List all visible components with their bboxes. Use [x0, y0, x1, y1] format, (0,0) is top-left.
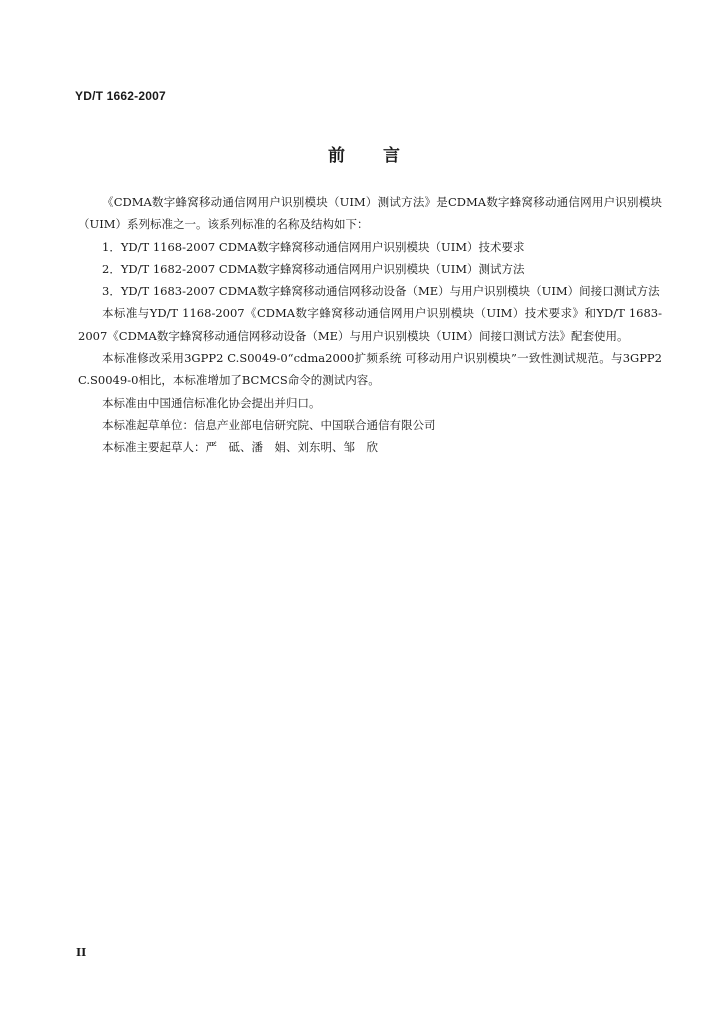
list-item-3: 3．YD/T 1683-2007 CDMA数字蜂窝移动通信网移动设备（ME）与用户识别模块（UIM）间接口测试方法	[102, 284, 660, 299]
document-code: YD/T 1662-2007	[75, 89, 166, 103]
paragraph-intro: 《CDMA数字蜂窝移动通信网用户识别模块（UIM）测试方法》是CDMA数字蜂窝移动通信网用户识别模块（UIM）系列标准之一。该系列标准的名称及结构如下：	[78, 195, 662, 232]
paragraph-proposer: 本标准由中国通信标准化协会提出并归口。	[102, 395, 321, 410]
paragraph-adoption: 本标准修改采用3GPP2 C.S0049-0“cdma2000扩频系统 可移动用户识别模块”一致性测试规范。与3GPP2 C.S0049-0相比，本标准增加了BCMCS命令的测试内容。	[78, 351, 662, 388]
paragraph-usage: 本标准与YD/T 1168-2007《CDMA数字蜂窝移动通信网用户识别模块（UIM）技术要求》和YD/T 1683-2007《CDMA数字蜂窝移动通信网移动设备（ME）与用户识别模块（UIM）间接口测试方法》配套使用。	[78, 306, 662, 343]
preface-body	[78, 191, 662, 459]
page-number: II	[76, 946, 87, 959]
paragraph-drafting-units: 本标准起草单位：信息产业部电信研究院、中国联合通信有限公司	[102, 417, 436, 432]
page-title	[0, 141, 728, 166]
list-item-1: 1．YD/T 1168-2007 CDMA数字蜂窝移动通信网用户识别模块（UIM）技术要求	[102, 239, 525, 254]
title-char-2: 言	[383, 146, 400, 166]
list-item-2: 2．YD/T 1682-2007 CDMA数字蜂窝移动通信网用户识别模块（UIM）测试方法	[102, 261, 525, 276]
title-char-1: 前	[328, 146, 345, 166]
paragraph-drafters: 本标准主要起草人：严 砥、潘 娟、刘东明、邹 欣	[102, 440, 378, 455]
